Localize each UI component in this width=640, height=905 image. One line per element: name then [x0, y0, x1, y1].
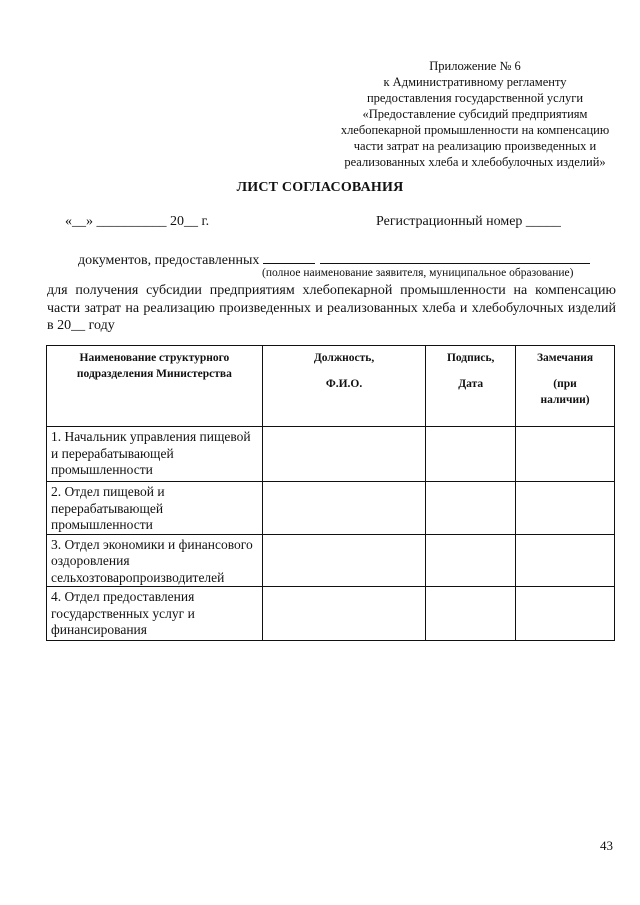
header-signature-line2: Дата — [458, 378, 484, 390]
header-position-line2: Ф.И.О. — [325, 378, 363, 390]
document-title: ЛИСТ СОГЛАСОВАНИЯ — [236, 180, 404, 195]
appendix-line: хлебопекарной промышленности на компенсацию — [340, 123, 610, 137]
remarks-cell[interactable] — [516, 427, 615, 482]
purpose-paragraph: для получения субсидии предприятиям хлебопекарной промышленности на компенсацию части затрат на реализацию произведенных и реализованных хлеба и хлебобулочных изделий в 20__ году — [47, 283, 616, 333]
header-remarks-line1: Замечания — [536, 352, 594, 364]
position-cell[interactable] — [262, 587, 425, 641]
position-cell[interactable] — [262, 534, 425, 587]
position-cell[interactable] — [262, 482, 425, 535]
header-signature — [426, 346, 516, 427]
appendix-line: предоставления государственной услуги — [366, 91, 584, 105]
page-number: 43 — [600, 838, 613, 853]
appendix-line: Приложение № 6 — [429, 59, 521, 73]
table-row — [47, 427, 615, 482]
appendix-line: части затрат на реализацию произведенных и — [353, 139, 597, 153]
table-header-row — [47, 346, 615, 427]
header-signature-line1: Подпись, — [446, 352, 495, 364]
department-cell: 3. Отдел экономики и финансового оздоровления сельхозтоваропроизводителей — [47, 534, 263, 587]
registration-number-line: Регистрационный номер _____ — [376, 214, 561, 229]
appendix-line: к Административному регламенту — [383, 75, 567, 89]
remarks-cell[interactable] — [516, 534, 615, 587]
department-cell: 4. Отдел предоставления государственных услуг и финансирования — [47, 587, 263, 641]
department-cell: 1. Начальник управления пищевой и перерабатывающей промышленности — [47, 427, 263, 482]
documents-label: документов, предоставленных — [78, 253, 260, 268]
header-remarks-line2: (при наличии) — [540, 378, 590, 406]
appendix-line: реализованных хлеба и хлебобулочных изделий» — [344, 155, 606, 169]
applicant-hint: (полное наименование заявителя, муниципальное образование) — [262, 267, 574, 279]
signature-cell[interactable] — [426, 427, 516, 482]
header-department — [47, 346, 263, 427]
position-cell[interactable] — [262, 427, 425, 482]
table-row — [47, 587, 615, 641]
header-department-text: Наименование структурного подразделения Министерства — [76, 352, 232, 380]
department-cell: 2. Отдел пищевой и перерабатывающей промышленности — [47, 482, 263, 535]
signature-cell[interactable] — [426, 482, 516, 535]
signature-cell[interactable] — [426, 534, 516, 587]
appendix-header — [300, 58, 640, 170]
date-line: «__» __________ 20__ г. — [65, 214, 210, 229]
header-position-line1: Должность, — [313, 352, 375, 364]
applicant-blank-long — [320, 251, 590, 264]
appendix-line: «Предоставление субсидий предприятиям — [362, 107, 588, 121]
table-row — [47, 534, 615, 587]
applicant-blank-short — [263, 251, 315, 264]
header-remarks — [516, 346, 615, 427]
signature-cell[interactable] — [426, 587, 516, 641]
remarks-cell[interactable] — [516, 482, 615, 535]
header-position — [262, 346, 425, 427]
approval-table — [46, 345, 615, 641]
remarks-cell[interactable] — [516, 587, 615, 641]
table-row — [47, 482, 615, 535]
